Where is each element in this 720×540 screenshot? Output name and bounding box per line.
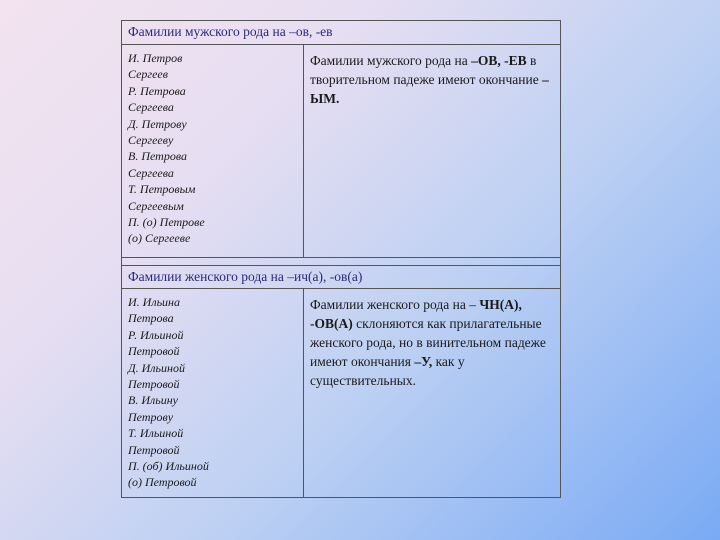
declension-line: Петровой xyxy=(128,442,180,457)
feminine-title: Фамилии женского рода на –ич(а), -ов(а) xyxy=(128,269,363,284)
masculine-title: Фамилии мужского рода на –ов, -ев xyxy=(128,24,333,39)
declension-line: Т. Петровым xyxy=(128,182,196,197)
masculine-header xyxy=(122,21,560,45)
rule-ending: –ОВ, -ЕВ xyxy=(471,53,527,68)
declension-line: И. Петров xyxy=(128,51,183,65)
feminine-header xyxy=(122,265,560,289)
declension-table xyxy=(121,20,561,498)
declension-line: Петрову xyxy=(128,409,174,424)
declension-line: Сергеевым xyxy=(128,198,184,213)
declension-line: Сергеева xyxy=(128,165,174,180)
rule-text: склоняются как прилагательные женского рода, но в винительном падеже имеют окончания xyxy=(310,316,546,369)
feminine-rule-cell xyxy=(304,289,560,497)
declension-line: П. (о) Петрове xyxy=(128,215,205,230)
rule-text: Фамилии мужского рода на xyxy=(310,53,472,68)
declension-line: Петрова xyxy=(128,311,174,326)
declension-line: Р. Петрова xyxy=(128,83,186,98)
masculine-declension-cell xyxy=(122,45,304,257)
rule-ending: –У, xyxy=(414,354,433,369)
declension-line: И. Ильина xyxy=(128,295,180,309)
rule-ending: ЧН(А), -ОВ(А) xyxy=(310,297,522,331)
rule-text: как у существительных. xyxy=(310,354,465,388)
feminine-declension-cell xyxy=(122,289,304,497)
declension-line: Т. Ильиной xyxy=(128,426,184,441)
rule-text: Фамилии женского рода на – xyxy=(310,297,480,312)
section-divider xyxy=(122,257,560,258)
declension-line: Сергееву xyxy=(128,133,174,148)
declension-line: Сергеева xyxy=(128,100,174,115)
declension-line: Сергеев xyxy=(128,67,168,82)
rule-ending: –ЫМ. xyxy=(310,72,549,106)
declension-line: В. Ильину xyxy=(128,393,178,408)
declension-line: (о) Сергееве xyxy=(128,231,191,246)
rule-text: в творительном падеже имеют окончание xyxy=(310,53,543,87)
declension-line: Д. Петрову xyxy=(128,116,187,131)
declension-line: (о) Петровой xyxy=(128,475,197,490)
declension-line: Петровой xyxy=(128,344,180,359)
declension-line: В. Петрова xyxy=(128,149,187,164)
declension-line: П. (об) Ильиной xyxy=(128,459,209,474)
masculine-rule-cell xyxy=(304,45,560,257)
declension-line: Петровой xyxy=(128,377,180,392)
declension-line: Д. Ильиной xyxy=(128,360,185,375)
declension-line: Р. Ильиной xyxy=(128,327,184,342)
